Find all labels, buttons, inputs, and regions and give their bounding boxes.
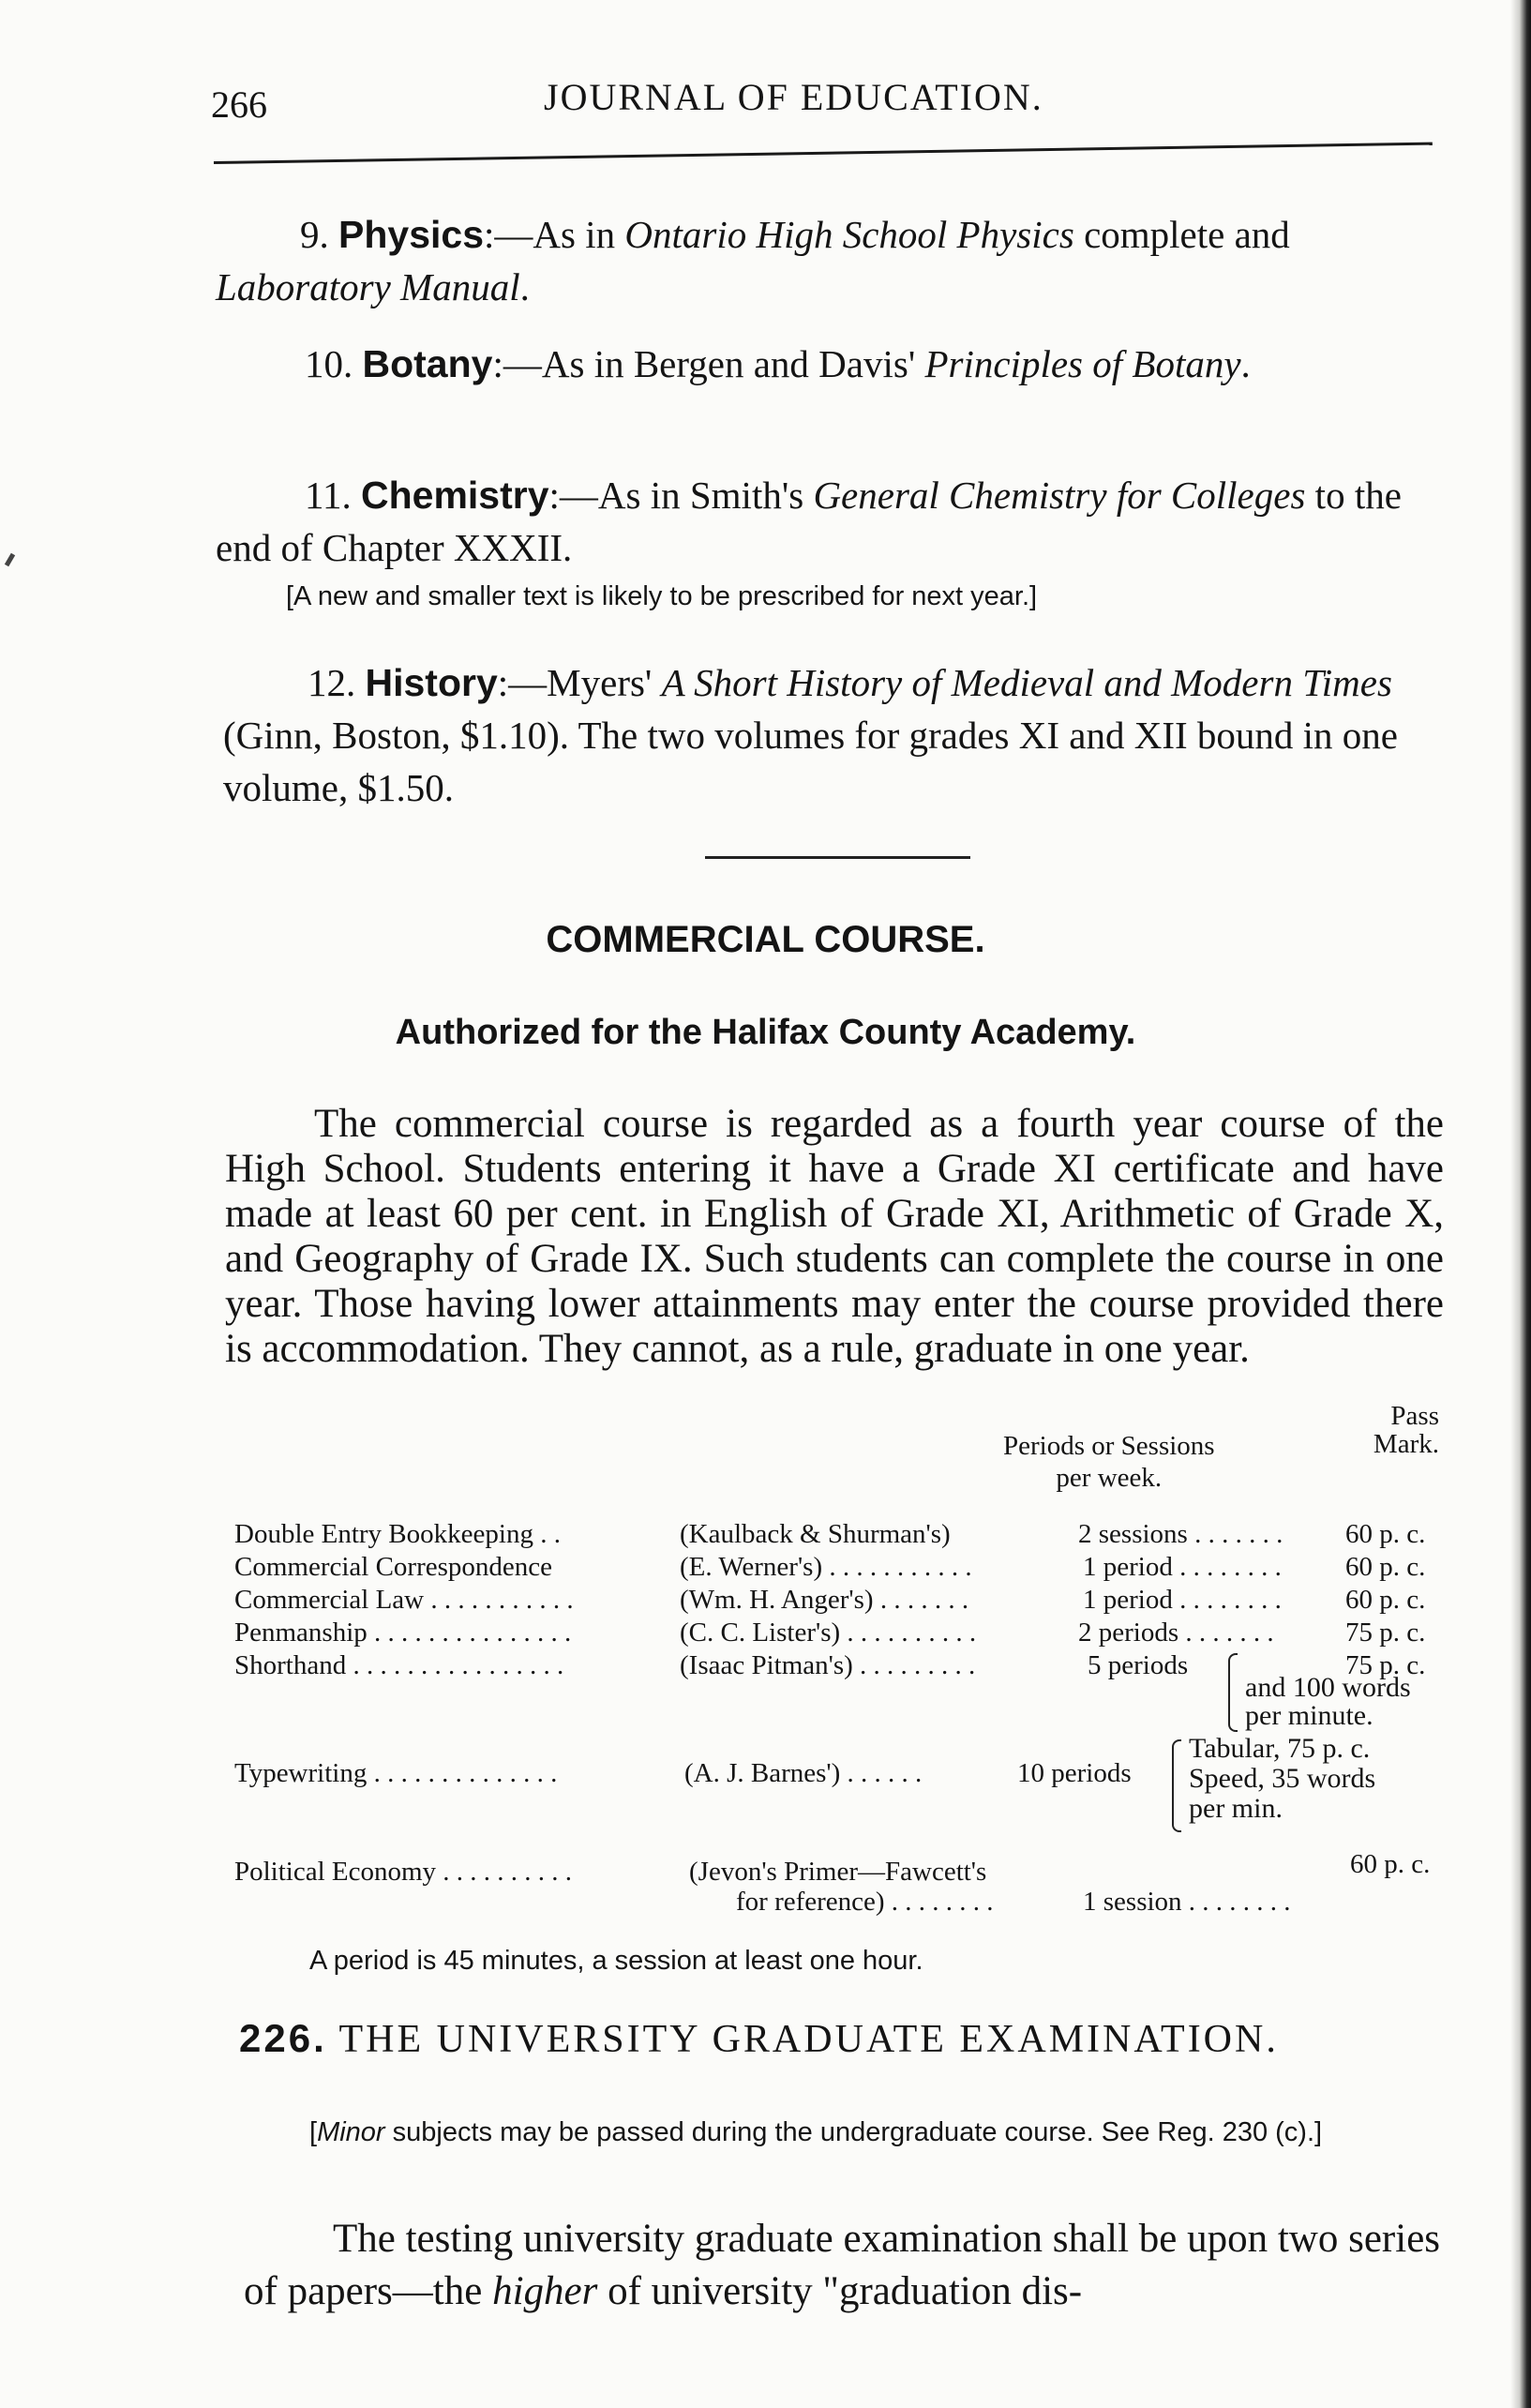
page-number: 266 (211, 83, 267, 126)
item-subject: Botany (362, 342, 493, 385)
row-subject: Commercial Law . . . . . . . . . . . (234, 1585, 574, 1615)
item-subject: History (365, 661, 498, 704)
row-periods: 1 period . . . . . . . . (1083, 1552, 1282, 1582)
row-pass: 75 p. c. (1345, 1618, 1426, 1648)
row-subject: Typewriting . . . . . . . . . . . . . . (234, 1758, 558, 1788)
closing-text: The testing university graduate examination shall be upon two series of papers—the (244, 2217, 1441, 2313)
row-text: (Wm. H. Anger's) . . . . . . . (680, 1585, 969, 1615)
closing-emphasis: higher (492, 2269, 598, 2313)
brace-line: Speed, 35 words (1189, 1763, 1376, 1794)
item-subject: Chemistry (360, 474, 549, 517)
period-note: A period is 45 minutes, a session at least one hour. (309, 1946, 923, 1976)
section-226-heading (239, 2016, 1279, 2062)
row-text: (Isaac Pitman's) . . . . . . . . . (680, 1650, 976, 1680)
item-number: 10. (305, 342, 353, 385)
header-rule (214, 143, 1433, 164)
brace-line: and 100 words (1245, 1672, 1411, 1703)
closing-paragraph (244, 2213, 1463, 2318)
item-text: (Ginn, Boston, $1.10). The two volumes for grades XI and XII bound in one volume, $1.50. (223, 714, 1398, 809)
running-header (211, 76, 1430, 139)
row-periods: 10 periods (1017, 1758, 1132, 1788)
row-periods: 2 periods . . . . . . . (1078, 1618, 1274, 1648)
item-sep: :— (548, 474, 598, 517)
row-pass: 60 p. c. (1350, 1849, 1431, 1879)
header-line: per week. (1056, 1463, 1163, 1493)
brace-mark (1228, 1653, 1238, 1732)
item-physics (216, 208, 1434, 313)
item-text: As in Smith's (597, 474, 814, 517)
header-line: Mark. (1373, 1429, 1439, 1459)
row-pass: 60 p. c. (1345, 1585, 1426, 1615)
row-text: (A. J. Barnes') . . . . . . (684, 1758, 923, 1788)
item-text: . (1240, 342, 1251, 385)
header-line: Periods or Sessions (1003, 1431, 1215, 1461)
item-chemistry (216, 469, 1434, 574)
item-subject: Physics (338, 213, 484, 256)
note-minor: Minor (317, 2117, 385, 2147)
item-text: complete and (1073, 213, 1290, 256)
item-text: As in Bergen and Davis' (541, 342, 925, 385)
row-periods: 5 periods (1088, 1650, 1189, 1680)
row-subject: Shorthand . . . . . . . . . . . . . . . . (234, 1650, 564, 1680)
row-subject: Political Economy . . . . . . . . . . (234, 1857, 573, 1887)
book-spine-edge (1510, 0, 1531, 2408)
section-number: 226. (239, 2016, 327, 2060)
row-text: (Kaulback & Shurman's) (680, 1519, 951, 1549)
section-divider (705, 856, 970, 859)
item-title: A Short History of Medieval and Modern Times (661, 661, 1392, 704)
row-pass: 60 p. c. (1345, 1519, 1426, 1549)
item-text: to the end of Chapter XXXII. (216, 474, 1402, 569)
item-number: 9. (300, 213, 329, 256)
row-text: (E. Werner's) . . . . . . . . . . . (680, 1552, 972, 1582)
header-line: Pass (1390, 1401, 1439, 1431)
item-history (223, 656, 1442, 814)
brace-line: per min. (1189, 1793, 1283, 1824)
row-periods: 2 sessions . . . . . . . (1078, 1519, 1283, 1549)
item-title: General Chemistry for Colleges (813, 474, 1306, 517)
journal-title: JOURNAL OF EDUCATION. (544, 76, 1043, 118)
section-title: THE UNIVERSITY GRADUATE EXAMINATION. (338, 2018, 1279, 2061)
item-sep: :— (492, 342, 542, 385)
row-pass: 60 p. c. (1345, 1552, 1426, 1582)
row-subject: Double Entry Bookkeeping . . (234, 1519, 561, 1549)
item-number: 11. (305, 474, 352, 517)
brace-line: per minute. (1245, 1700, 1373, 1731)
item-number: 12. (308, 661, 356, 704)
item-title: Laboratory Manual (216, 265, 520, 309)
row-text: (C. C. Lister's) . . . . . . . . . . (680, 1618, 977, 1648)
item-title: Ontario High School Physics (624, 213, 1074, 256)
item-sep: :— (484, 213, 533, 256)
periods-column-header (1003, 1430, 1215, 1494)
row-periods: 1 session . . . . . . . . (1083, 1887, 1291, 1917)
brace-line: Tabular, 75 p. c. (1189, 1733, 1371, 1764)
item-text: . (519, 265, 530, 309)
item-sep: :— (497, 661, 548, 704)
row-periods: 1 period . . . . . . . . (1083, 1585, 1282, 1615)
row-text: (Jevon's Primer—Fawcett's (689, 1857, 987, 1887)
commercial-subheading: Authorized for the Halifax County Academy. (395, 1013, 1136, 1052)
item-text: As in (533, 213, 625, 256)
item-botany (216, 338, 1434, 390)
row-subject: Commercial Correspondence (234, 1552, 553, 1582)
note-bracket: [ (309, 2117, 318, 2147)
row-pass: 75 p. c. (1345, 1650, 1426, 1680)
minor-subjects-note (239, 2115, 1458, 2150)
brace-mark (1172, 1739, 1181, 1832)
row-text: for reference) . . . . . . . . (736, 1887, 994, 1917)
commercial-heading: COMMERCIAL COURSE. (546, 919, 985, 960)
margin-mark (5, 553, 15, 567)
commercial-paragraph: The commercial course is regarded as a fourth year course of the High School. Students entering it have a Grade XI certificate and have made at least 60 per cent. in English of Grade XI, Arithmetic of Grade X, and Geography of Grade IX. Such students can complete the course in one year. Those having lower attainments may enter the course provided there is accommodation. They cannot, as a rule, graduate in one year. (225, 1102, 1444, 1371)
item-text: Myers' (547, 661, 662, 704)
row-subject: Penmanship . . . . . . . . . . . . . . . (234, 1618, 572, 1648)
chemistry-note: [A new and smaller text is likely to be prescribed for next year.] (286, 581, 1038, 611)
closing-text: of university "graduation dis- (597, 2269, 1083, 2313)
note-text: subjects may be passed during the undergraduate course. See Reg. 230 (c).] (384, 2117, 1323, 2147)
item-title: Principles of Botany (924, 342, 1241, 385)
pass-column-header (1355, 1402, 1439, 1458)
